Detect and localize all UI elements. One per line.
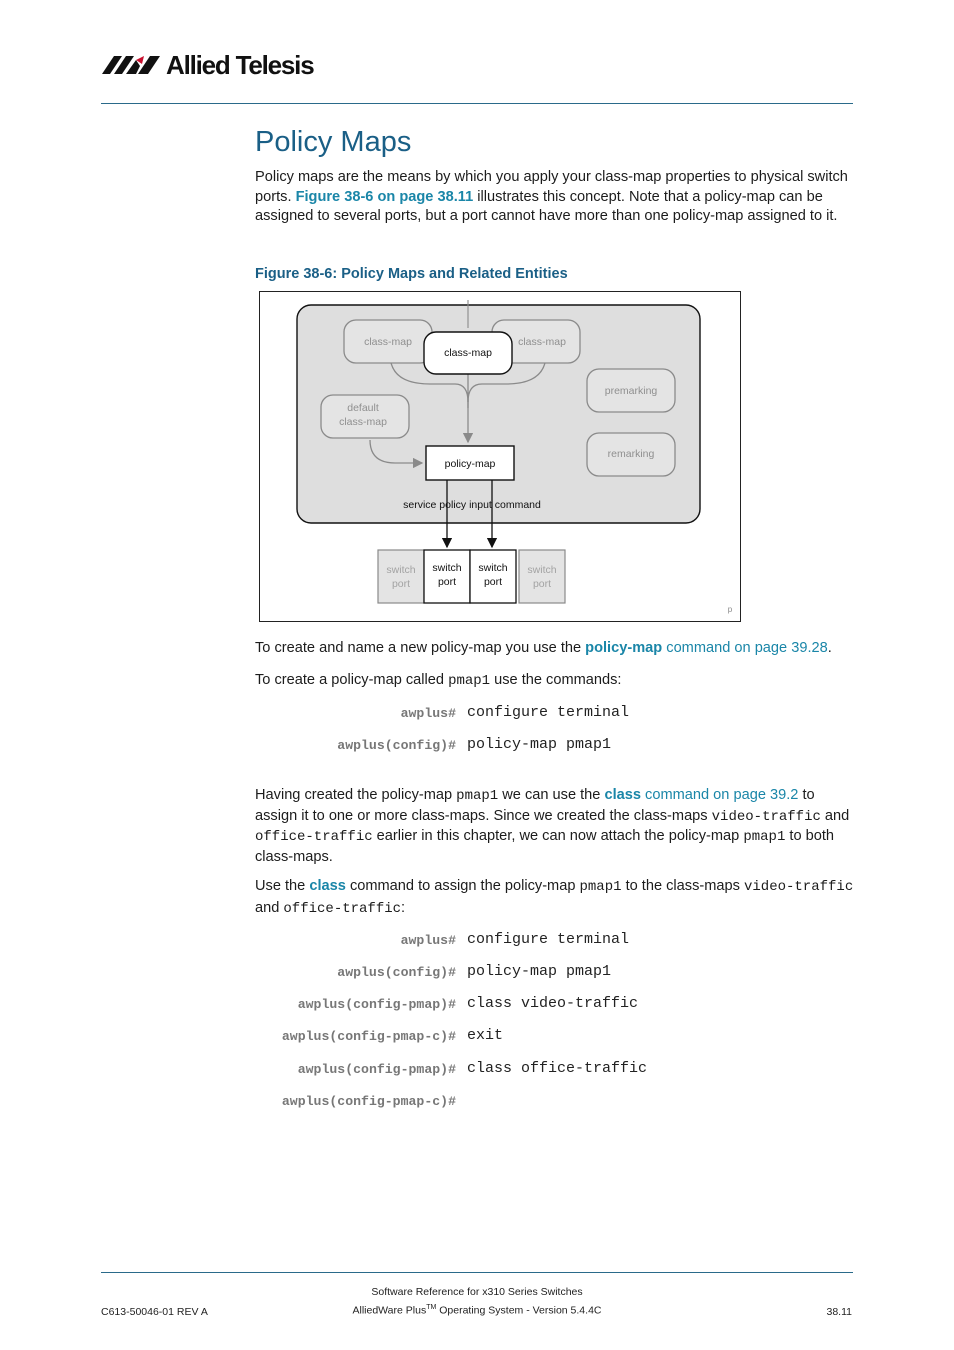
command-prompt: awplus(config-pmap-c)# xyxy=(281,1029,456,1044)
footer-doc-id: C613-50046-01 REV A xyxy=(101,1306,208,1318)
command-prompt: awplus(config-pmap)# xyxy=(297,1062,456,1077)
svg-text:port: port xyxy=(391,578,411,590)
command-row xyxy=(250,1094,850,1116)
svg-text:switch: switch xyxy=(478,562,508,574)
command-text: configure terminal xyxy=(467,704,630,721)
svg-text:port: port xyxy=(532,578,552,590)
svg-text:p: p xyxy=(727,605,733,614)
svg-text:premarking: premarking xyxy=(604,385,658,397)
command-prompt: awplus# xyxy=(400,706,456,721)
paragraph-use-class: Use the class command to assign the policy-map pmap1 to the class-maps video-traffic and office-traffic: xyxy=(255,878,854,917)
paragraph-pmap1: To create a policy-map called pmap1 use the commands: xyxy=(255,672,622,689)
command-row xyxy=(250,965,850,987)
command-text: configure terminal xyxy=(467,931,630,948)
svg-text:port: port xyxy=(437,576,457,588)
header-rule xyxy=(101,103,853,104)
section-title: Policy Maps xyxy=(255,126,412,158)
policy-map-link[interactable]: policy-map xyxy=(585,640,663,656)
command-row xyxy=(250,933,850,955)
command-row xyxy=(250,1062,850,1084)
logo-text: Allied Telesis xyxy=(166,50,314,80)
allied-telesis-logo xyxy=(100,50,314,80)
footer-os-version: AlliedWare Plus™ Operating System - Version 5.4.4C xyxy=(352,1304,602,1317)
switch-port-1 xyxy=(378,550,424,603)
svg-text:class-map: class-map xyxy=(444,347,492,359)
command-text: policy-map pmap1 xyxy=(467,736,612,753)
figure-link[interactable]: Figure 38-6 on page 38.11 xyxy=(295,188,474,205)
svg-text:policy-map: policy-map xyxy=(444,458,496,470)
class-link-2[interactable]: class xyxy=(309,878,346,894)
paragraph-create: To create and name a new policy-map you use the policy-map command on page 39.28. xyxy=(255,640,832,656)
class-link[interactable]: class xyxy=(604,787,641,803)
svg-text:class-map: class-map xyxy=(339,416,387,428)
svg-text:switch: switch xyxy=(432,562,462,574)
command-prompt: awplus# xyxy=(400,933,456,948)
intro-paragraph: Policy maps are the means by which you apply your class-map properties to physical switch ports. Figure 38-6 on page 38.11 illustrates this concept. Note that a policy-map can be assigned to several ports, but a port cannot have more than one policy-map assigned to it. xyxy=(255,169,848,224)
svg-text:class-map: class-map xyxy=(518,336,566,348)
class-page-link[interactable]: command on page 39.2 xyxy=(641,787,799,803)
command-prompt: awplus(config-pmap-c)# xyxy=(281,1094,456,1109)
svg-text:service policy input command: service policy input command xyxy=(403,499,541,511)
command-prompt: awplus(config)# xyxy=(337,738,456,753)
command-text: class video-traffic xyxy=(467,995,639,1012)
command-row xyxy=(250,706,850,728)
command-text: class office-traffic xyxy=(467,1060,648,1077)
svg-text:class-map: class-map xyxy=(364,336,412,348)
svg-text:switch: switch xyxy=(386,564,416,576)
figure-caption: Figure 38-6: Policy Maps and Related Entities xyxy=(255,266,568,282)
svg-text:port: port xyxy=(483,576,503,588)
footer-rule xyxy=(101,1272,853,1273)
command-prompt: awplus(config-pmap)# xyxy=(297,997,456,1012)
svg-text:remarking: remarking xyxy=(607,448,655,460)
command-row xyxy=(250,1029,850,1051)
command-text: exit xyxy=(467,1027,504,1044)
footer-page-number: 38.11 xyxy=(826,1306,852,1318)
command-row xyxy=(250,738,850,760)
logo-mark-icon xyxy=(100,52,164,78)
policy-map-page-link[interactable]: command on page 39.28 xyxy=(662,640,828,656)
paragraph-assign: Having created the policy-map pmap1 we can use the class command on page 39.2 to assign it to one or more class-maps. Since we created the class-maps video-traffic and office-traffic earlier in this chapter, we can now attach the policy-map pmap1 to both class-maps. xyxy=(255,787,850,865)
svg-text:default: default xyxy=(347,402,379,414)
command-prompt: awplus(config)# xyxy=(337,965,456,980)
switch-port-4 xyxy=(519,550,565,603)
command-text: policy-map pmap1 xyxy=(467,963,612,980)
command-row xyxy=(250,997,850,1019)
figure-diagram xyxy=(259,291,741,622)
svg-text:switch: switch xyxy=(527,564,557,576)
footer-title: Software Reference for x310 Series Switches xyxy=(371,1286,583,1298)
